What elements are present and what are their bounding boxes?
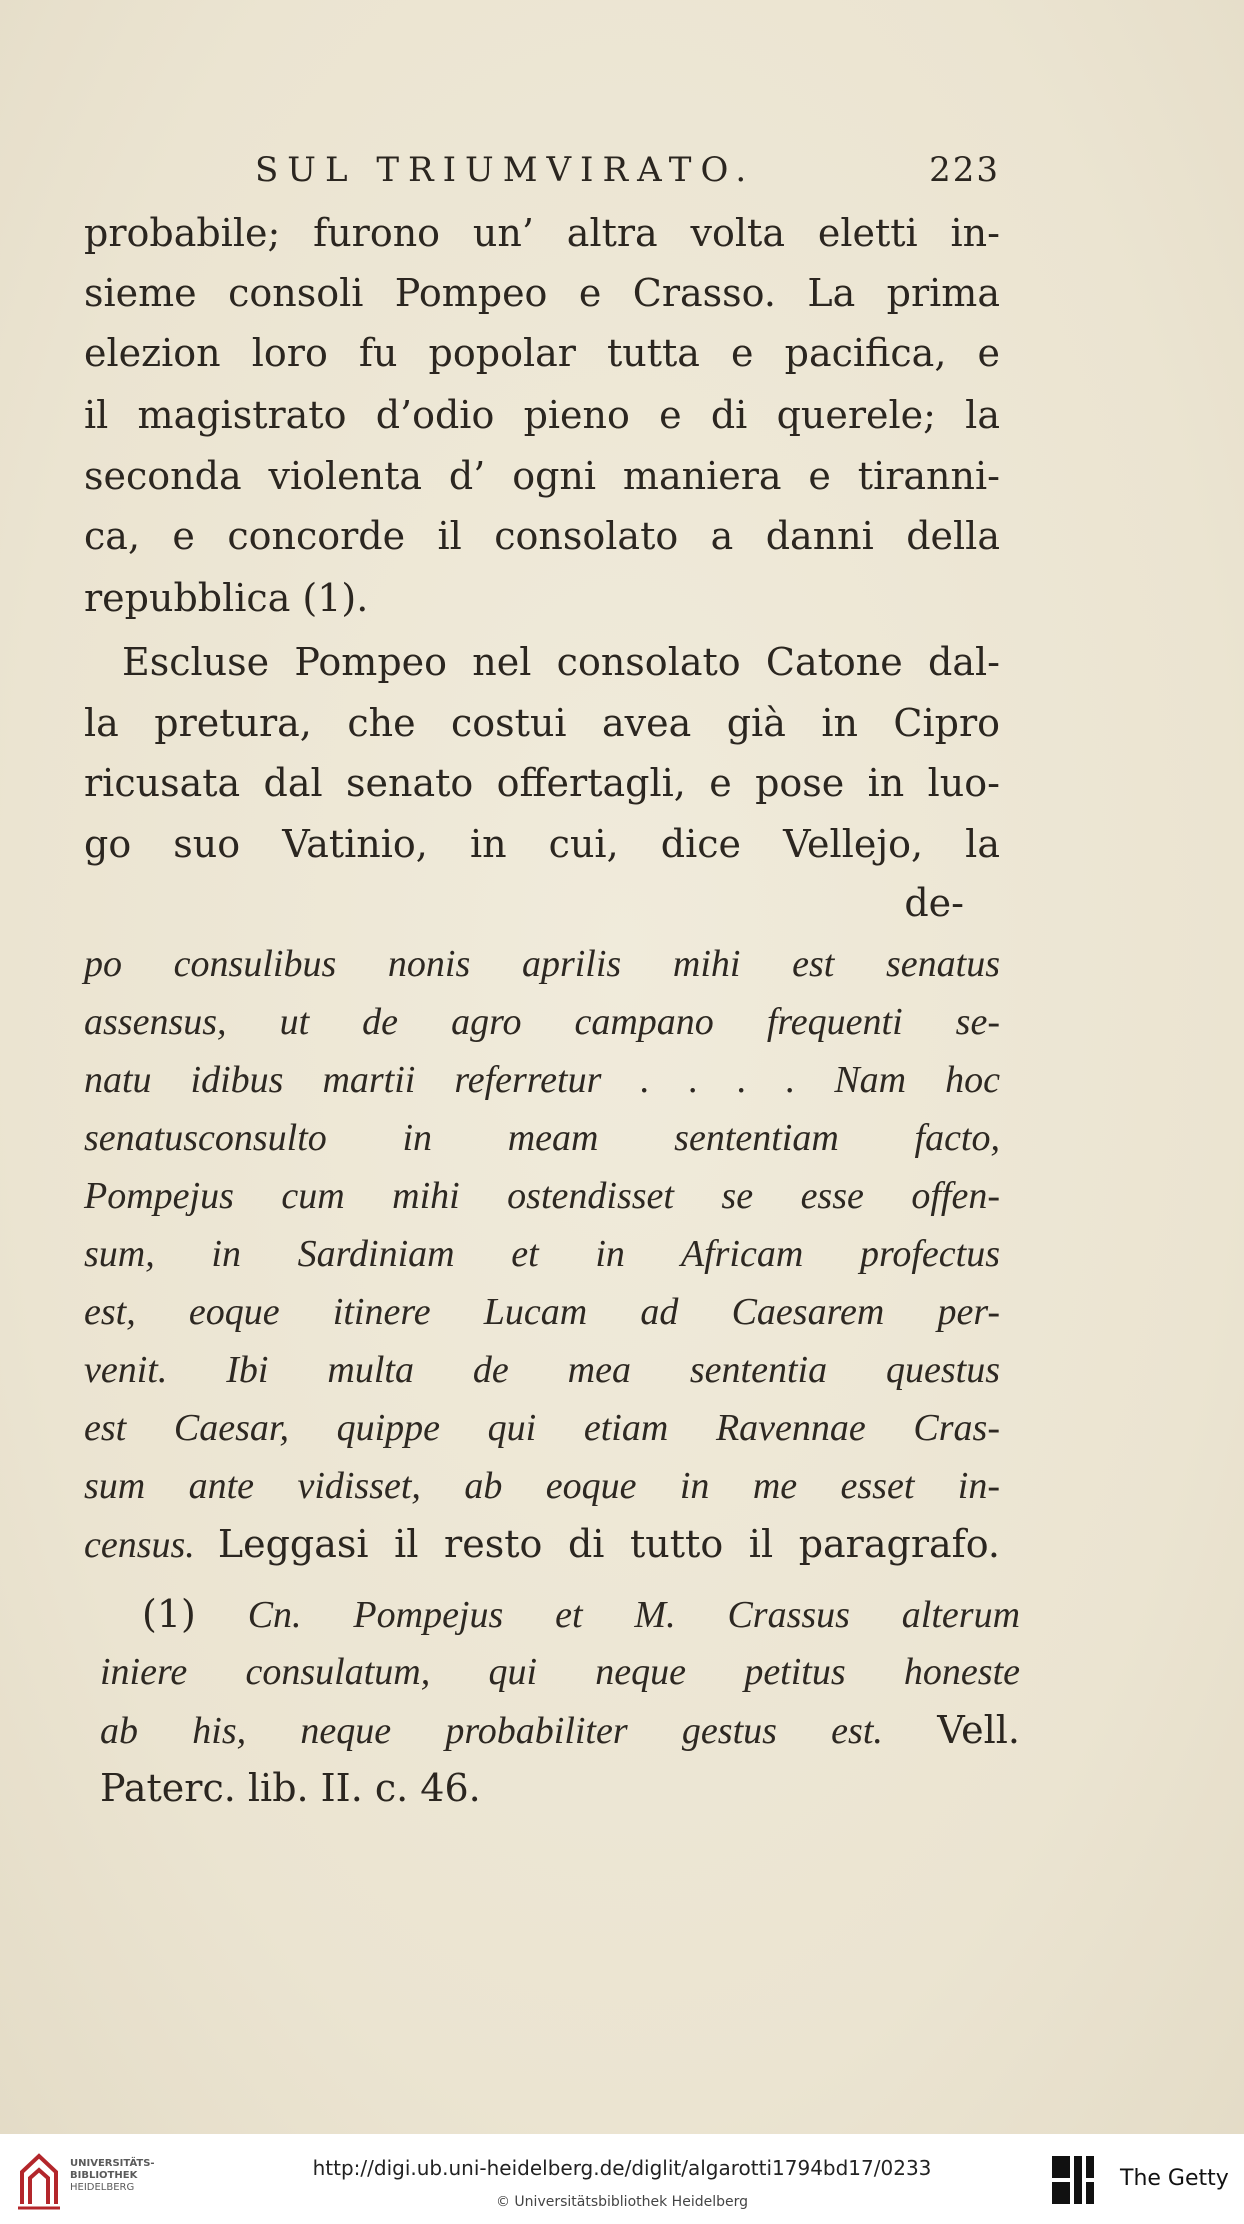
text-line: elezion loro fu popolar tutta e pacifica, e bbox=[84, 331, 1000, 375]
footnote-line: iniere consulatum, qui neque petitus honeste bbox=[100, 1651, 1020, 1693]
text-line: probabile; furono un’ altra volta eletti in- bbox=[84, 211, 1000, 255]
text-line: go suo Vatinio, in cui, dice Vellejo, la bbox=[84, 822, 1000, 866]
note-line: Pompejus cum mihi ostendisset se esse offen- bbox=[84, 1175, 1000, 1217]
note-last-italic: census. bbox=[84, 1524, 195, 1566]
copyright-notice: © Universitätsbibliothek Heidelberg bbox=[495, 2194, 748, 2210]
text-line: ricusata dal senato offertagli, e pose in luo- bbox=[84, 761, 1000, 805]
page-number: 223 bbox=[929, 150, 1000, 190]
note-line bbox=[84, 1514, 1000, 1574]
footnote-line: Paterc. lib. II. c. 46. bbox=[100, 1766, 481, 1810]
note-line: est, eoque itinere Lucam ad Caesarem per- bbox=[84, 1291, 1000, 1333]
text-line: il magistrato d’odio pieno e di querele; la bbox=[84, 393, 1000, 437]
paragraph-first-line: Escluse Pompeo nel consolato Catone dal- bbox=[122, 640, 1000, 684]
running-title: SUL TRIUMVIRATO. bbox=[255, 150, 756, 190]
note-line: venit. Ibi multa de mea sententia questus bbox=[84, 1349, 1000, 1391]
permalink-url[interactable]: http://digi.ub.uni-heidelberg.de/diglit/algarotti1794bd17/0233 bbox=[312, 2156, 932, 2180]
note-line: sum, in Sardiniam et in Africam profectus bbox=[84, 1233, 1000, 1275]
library-name: UNIVERSITÄTS- BIBLIOTHEK HEIDELBERG bbox=[70, 2158, 155, 2193]
text-line: seconda violenta d’ ogni maniera e tiranni- bbox=[84, 454, 1000, 498]
getty-logo-icon bbox=[1048, 2152, 1098, 2208]
catchword: de- bbox=[904, 881, 964, 925]
note-line: po consulibus nonis aprilis mihi est senatus bbox=[84, 943, 1000, 985]
footnote-marker: (1) bbox=[142, 1592, 196, 1636]
footnote-ref: Vell. bbox=[937, 1708, 1021, 1752]
note-line: natu idibus martii referretur . . . . Nam hoc bbox=[84, 1059, 1000, 1101]
running-header bbox=[255, 150, 1000, 194]
footnote-text: Cn. Pompejus et M. Crassus alterum bbox=[247, 1594, 1021, 1636]
getty-name: The Getty bbox=[1120, 2166, 1229, 2191]
note-line: assensus, ut de agro campano frequenti se- bbox=[84, 1001, 1000, 1043]
text-line: sieme consoli Pompeo e Crasso. La prima bbox=[84, 271, 1000, 315]
footnote-line bbox=[100, 1700, 1020, 1760]
text-line: repubblica (1). bbox=[84, 576, 369, 620]
note-line: senatusconsulto in meam sententiam facto, bbox=[84, 1117, 1000, 1159]
footnote-text: ab his, neque probabiliter gestus est. bbox=[100, 1710, 883, 1752]
note-line: sum ante vidisset, ab eoque in me esset in- bbox=[84, 1465, 1000, 1507]
text-line: ca, e concorde il consolato a danni della bbox=[84, 514, 1000, 558]
note-end: Leggasi il resto di tutto il paragrafo. bbox=[217, 1522, 1001, 1566]
note-line: est Caesar, quippe qui etiam Ravennae Cras- bbox=[84, 1407, 1000, 1449]
viewer-footer bbox=[0, 2134, 1244, 2224]
text-line: la pretura, che costui avea già in Cipro bbox=[84, 701, 1000, 745]
footnote-line bbox=[142, 1584, 1020, 1644]
